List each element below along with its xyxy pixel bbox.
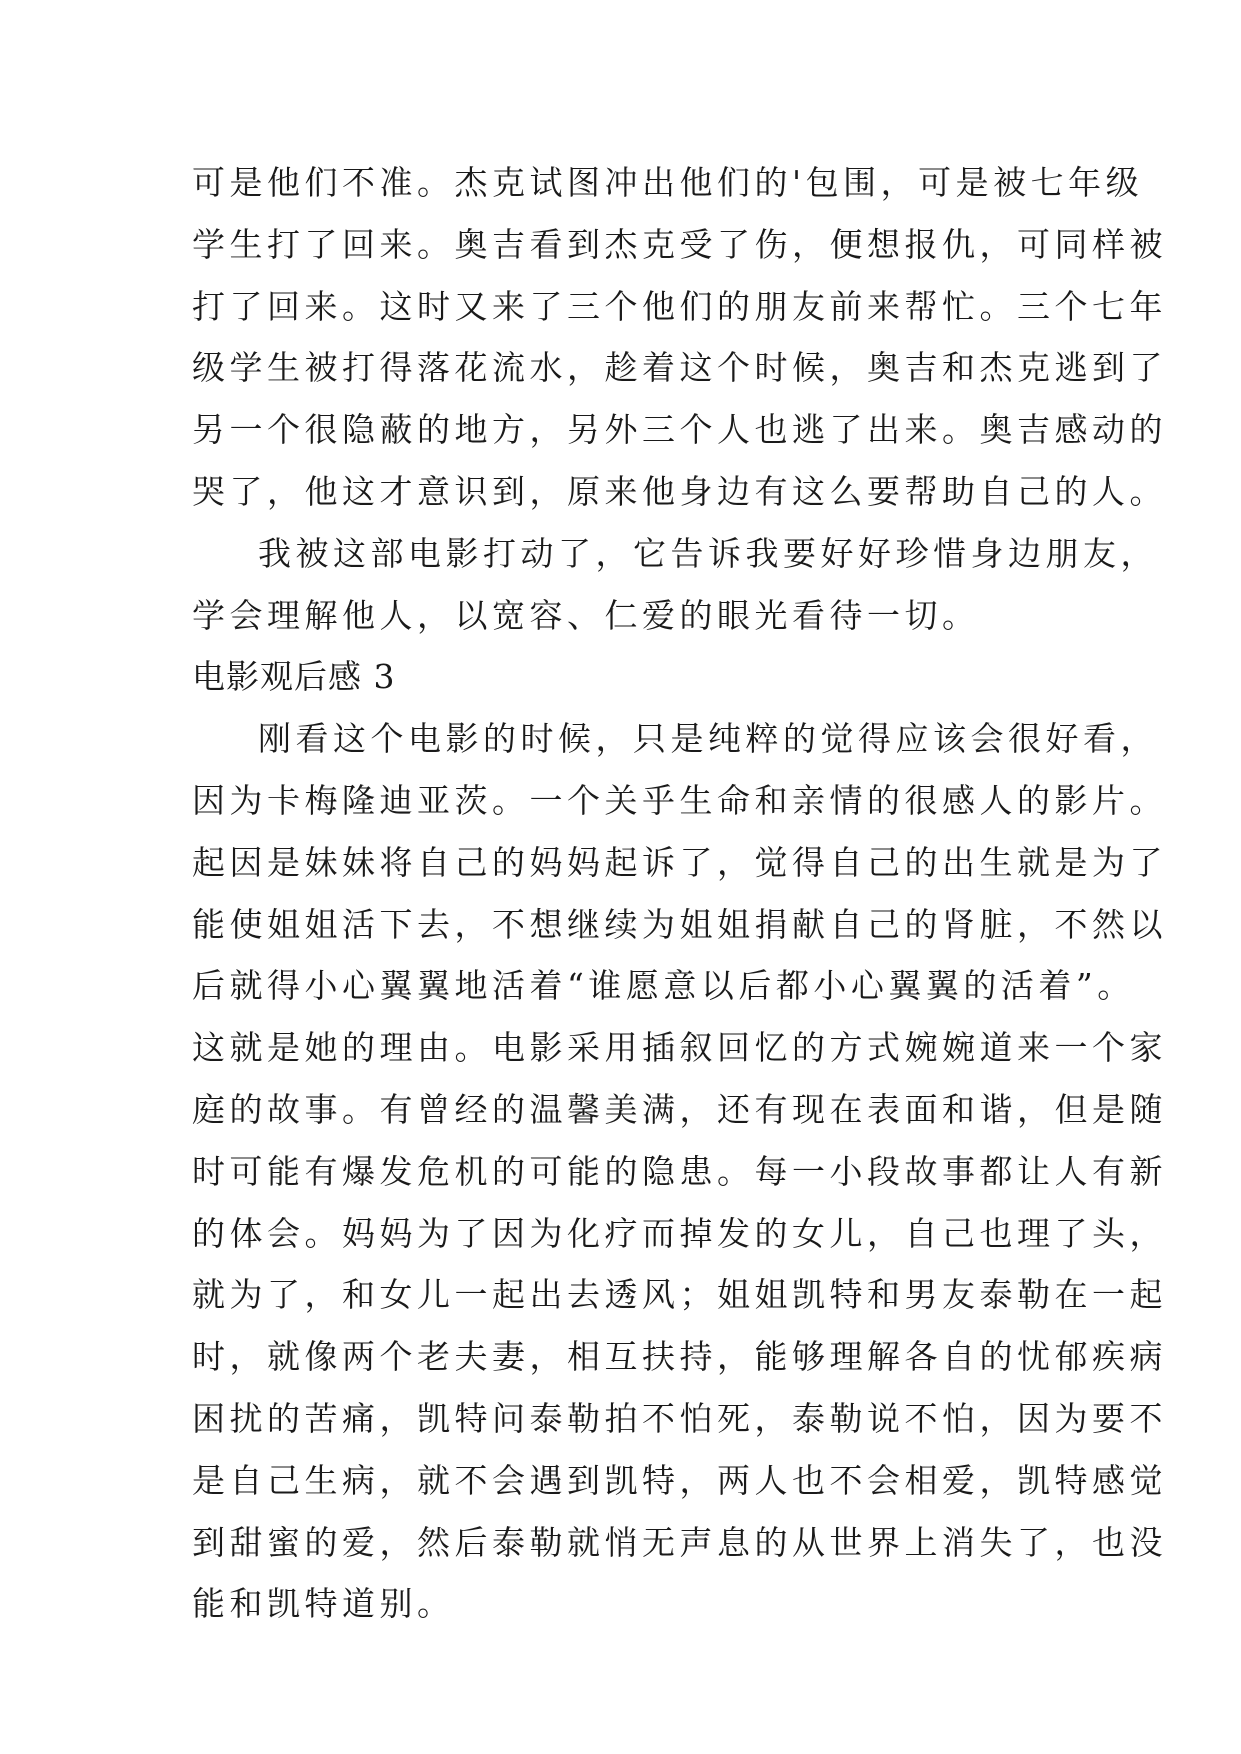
text-line: 我被这部电影打动了，它告诉我要好好珍惜身边朋友，: [258, 533, 1158, 573]
text-line: 另一个很隐蔽的地方，另外三个人也逃了出来。奥吉感动的: [192, 410, 1167, 450]
text-line: 就为了，和女儿一起出去透风；姐姐凯特和男友泰勒在一起: [192, 1275, 1167, 1315]
text-line: 因为卡梅隆迪亚茨。一个关乎生命和亲情的很感人的影片。: [192, 780, 1167, 820]
text-line: 的体会。妈妈为了因为化疗而掉发的女儿，自己也理了头，: [192, 1213, 1167, 1253]
text-line: 到甜蜜的爱，然后泰勒就悄无声息的从世界上消失了，也没: [192, 1522, 1167, 1562]
text-line: 起因是妹妹将自己的妈妈起诉了，觉得自己的出生就是为了: [192, 842, 1167, 882]
text-line: 刚看这个电影的时候，只是纯粹的觉得应该会很好看，: [258, 719, 1158, 759]
text-line: 时，就像两个老夫妻，相互扶持，能够理解各自的忧郁疾病: [192, 1337, 1167, 1377]
text-line: 庭的故事。有曾经的温馨美满，还有现在表面和谐，但是随: [192, 1089, 1167, 1129]
text-line: 学生打了回来。奥吉看到杰克受了伤，便想报仇，可同样被: [192, 224, 1167, 264]
text-line: 可是他们不准。杰克试图冲出他们的'包围，可是被七年级: [192, 163, 1144, 202]
text-line: 困扰的苦痛，凯特问泰勒拍不怕死，泰勒说不怕，因为要不: [192, 1398, 1167, 1438]
text-line: 是自己生病，就不会遇到凯特，两人也不会相爱，凯特感觉: [192, 1460, 1167, 1500]
section-heading: 电影观后感 3: [192, 657, 396, 697]
text-line: 打了回来。这时又来了三个他们的朋友前来帮忙。三个七年: [192, 286, 1167, 326]
text-line: 学会理解他人，以宽容、仁爱的眼光看待一切。: [192, 595, 980, 635]
text-line: 能使姐姐活下去，不想继续为姐姐捐献自己的肾脏，不然以: [192, 904, 1167, 944]
text-line: 后就得小心翼翼地活着“谁愿意以后都小心翼翼的活着”。: [192, 966, 1135, 1006]
text-line: 时可能有爆发危机的可能的隐患。每一小段故事都让人有新: [192, 1151, 1167, 1191]
text-line: 哭了，他这才意识到，原来他身边有这么要帮助自己的人。: [192, 471, 1167, 511]
text-line: 能和凯特道别。: [192, 1584, 455, 1624]
text-line: 级学生被打得落花流水，趁着这个时候，奥吉和杰克逃到了: [192, 348, 1167, 388]
text-line: 这就是她的理由。电影采用插叙回忆的方式婉婉道来一个家: [192, 1028, 1167, 1068]
document-body: [192, 152, 1167, 1635]
